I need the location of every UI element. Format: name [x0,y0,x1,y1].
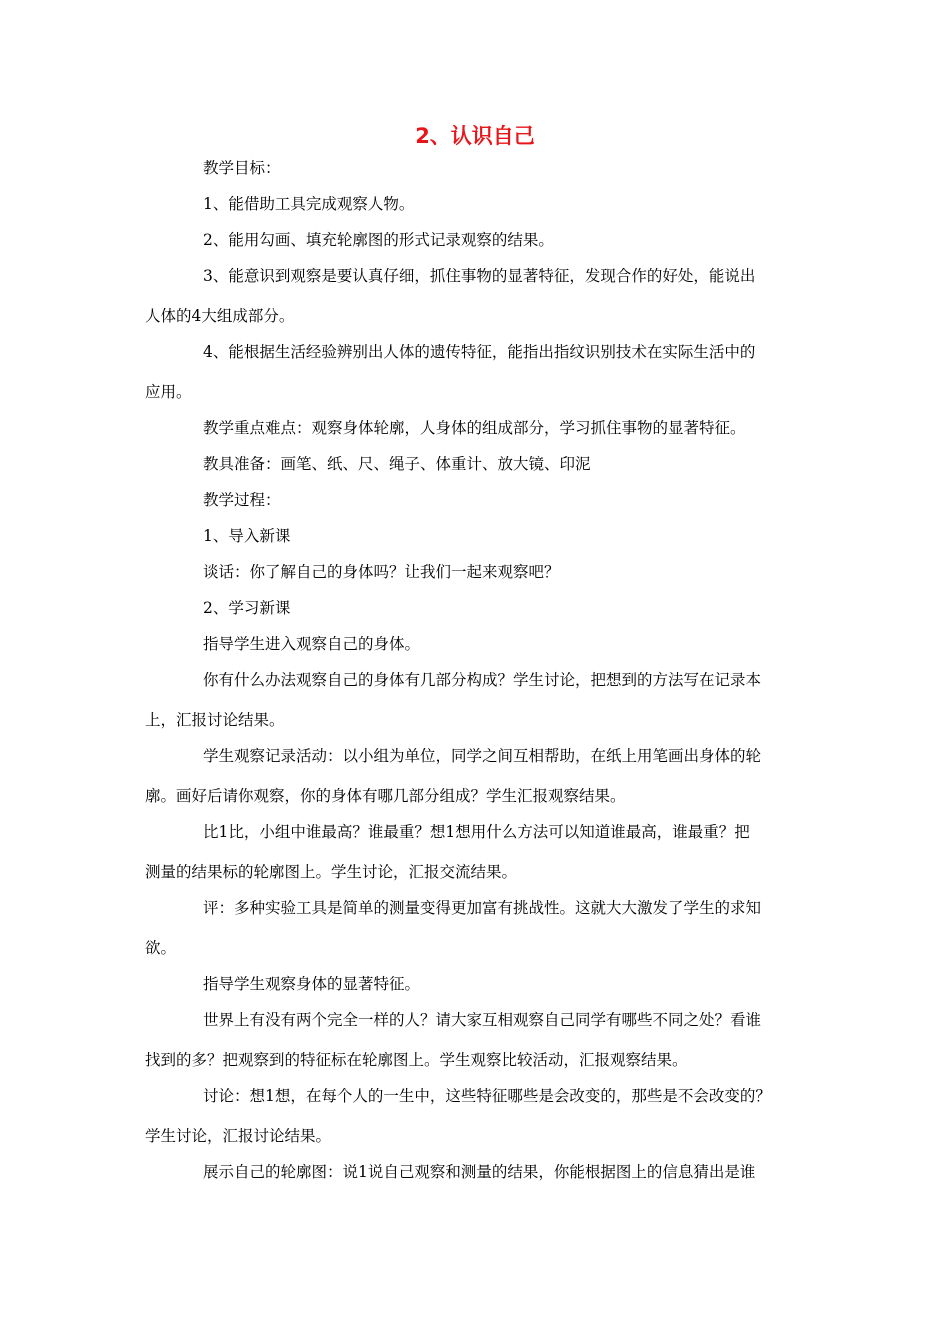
paragraph-continuation-line: 廓。画好后请你观察，你的身体有哪几部分组成？学生汇报观察结果。 [145,787,626,805]
paragraph-line: 评：多种实验工具是简单的测量变得更加富有挑战性。这就大大激发了学生的求知 [203,899,762,917]
paragraph-continuation-line: 测量的结果标的轮廓图上。学生讨论，汇报交流结果。 [145,863,518,881]
document-title: 2、认识自己 [415,124,535,148]
paragraph-line: 3、能意识到观察是要认真仔细，抓住事物的显著特征，发现合作的好处，能说出 [203,267,756,285]
paragraph-continuation-line: 人体的4大组成部分。 [145,307,295,325]
paragraph-continuation-line: 应用。 [145,383,192,401]
paragraph-line: 4、能根据生活经验辨别出人体的遗传特征，能指出指纹识别技术在实际生活中的 [203,343,756,361]
paragraph-line: 学生观察记录活动：以小组为单位，同学之间互相帮助，在纸上用笔画出身体的轮 [203,747,762,765]
paragraph-continuation-line: 上，汇报讨论结果。 [145,711,285,729]
paragraph-continuation-line: 欲。 [145,939,177,957]
paragraph-line: 教具准备：画笔、纸、尺、绳子、体重计、放大镜、印泥 [203,455,591,473]
paragraph-line: 2、能用勾画、填充轮廓图的形式记录观察的结果。 [203,231,554,249]
paragraph-line: 1、导入新课 [203,527,291,545]
paragraph-continuation-line: 学生讨论，汇报讨论结果。 [145,1127,332,1145]
paragraph-line: 2、学习新课 [203,599,291,617]
paragraph-line: 指导学生观察身体的显著特征。 [203,975,421,993]
paragraph-line: 谈话：你了解自己的身体吗？让我们一起来观察吧？ [203,563,560,581]
paragraph-line: 比1比，小组中谁最高？谁最重？想1想用什么方法可以知道谁最高，谁最重？把 [203,823,750,841]
paragraph-line: 指导学生进入观察自己的身体。 [203,635,421,653]
paragraph-line: 你有什么办法观察自己的身体有几部分构成？学生讨论，把想到的方法写在记录本 [203,671,762,689]
paragraph-line: 讨论：想1想，在每个人的一生中，这些特征哪些是会改变的，那些是不会改变的？ [203,1087,771,1105]
paragraph-line: 教学过程： [203,491,281,509]
paragraph-line: 教学重点难点：观察身体轮廓，人身体的组成部分，学习抓住事物的显著特征。 [203,419,746,437]
paragraph-line: 展示自己的轮廓图：说1说自己观察和测量的结果，你能根据图上的信息猜出是谁 [203,1163,756,1181]
paragraph-continuation-line: 找到的多？把观察到的特征标在轮廓图上。学生观察比较活动，汇报观察结果。 [145,1051,688,1069]
paragraph-line: 教学目标： [203,159,281,177]
paragraph-line: 1、能借助工具完成观察人物。 [203,195,415,213]
paragraph-line: 世界上有没有两个完全一样的人？请大家互相观察自己同学有哪些不同之处？看谁 [203,1011,762,1029]
document-body [145,150,810,1190]
